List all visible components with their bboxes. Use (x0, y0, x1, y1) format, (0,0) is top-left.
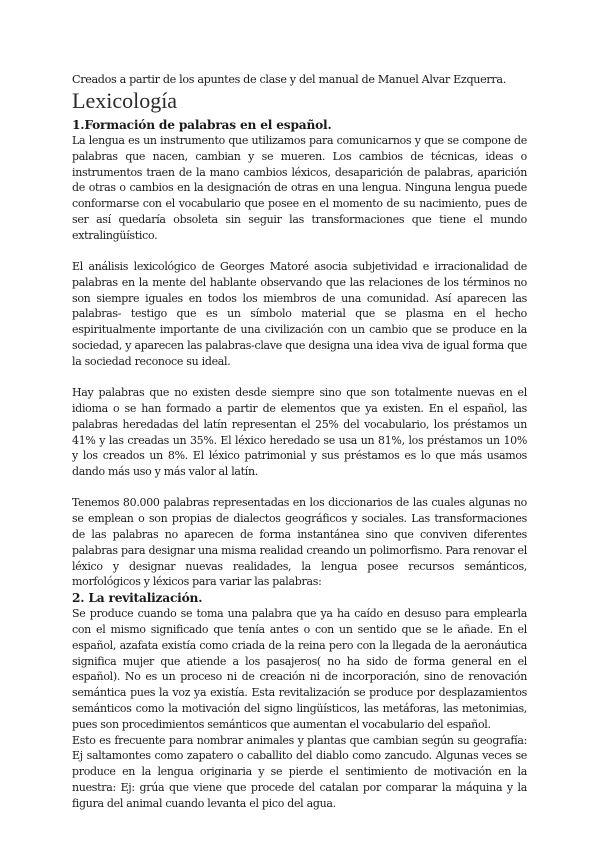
paragraph-gap (72, 370, 527, 386)
section-heading-revitalizacion: 2. La revitalización. (72, 591, 203, 606)
paragraph: Hay palabras que no existen desde siempre sino que son totalmente nuevas en el idioma o se han formado a partir de elementos que ya existen. En el español, las palabras heredadas del latín representan el 25% del vocabulario, los préstamos un 41% y las creadas un 35%. El léxico heredado se usa un 81%, los préstamos un 10% y los creados un 8%. El léxico patrimonial y sus préstamos es lo que más usamos dando más uso y más valor al latín. (72, 386, 527, 479)
document-page (72, 73, 527, 812)
paragraph: Se produce cuando se toma una palabra que ya ha caído en desuso para emplearla con el mismo significado que tenía antes o con un sentido que se le añade. En el español, azafata existía como criada de la reina pero con la llegada de la aeronáutica significa mujer que atiende a los pasajeros( no ha sido de forma general en el español). No es un proceso ni de creación ni de incorporación, sino de renovación semántica pues la voz ya existía. Esta revitalización se produce por desplazamientos semánticos como la motivación del signo lingüísticos, las metáforas, las metonimias, pues son procedimientos semánticos que aumentan el vocabulario del español. (72, 607, 527, 731)
paragraph-gap (72, 244, 527, 260)
intro-line: Creados a partir de los apuntes de clase y del manual de Manuel Alvar Ezquerra. (72, 73, 506, 86)
section-heading-formacion: 1.Formación de palabras en el español. (72, 118, 332, 132)
paragraph: Tenemos 80.000 palabras representadas en los diccionarios de las cuales algunas no se emplean o son propias de dialectos geográficos y sociales. Las transformaciones de las palabras no aparecen de forma instantánea sino que conviven diferentes palabras para designar una misma realidad creando un polimorfismo. Para renovar el léxico y designar nuevas realidades, la lengua posee recursos semánticos, morfológicos y léxicos para variar las palabras: (72, 496, 527, 589)
paragraph-gap (72, 480, 527, 496)
paragraph: El análisis lexicológico de Georges Matoré asocia subjetividad e irracionalidad de palabras en la mente del hablante observando que las relaciones de los términos no son siempre iguales en todos los miembros de una comunidad. Así aparecen las palabras- testigo que es un símbolo material que se plasma en el hecho espiritualmente importante de una civilización con un cambio que se produce en la sociedad, y aparecen las palabras-clave que designa una idea viva de igual forma que la sociedad reconoce su ideal. (72, 260, 527, 368)
paragraph: La lengua es un instrumento que utilizamos para comunicarnos y que se compone de palabras que nacen, cambian y se mueren. Los cambios de técnicas, ideas o instrumentos traen de la mano cambios léxicos, desaparición de palabras, aparición de otras o cambios en la designación de otras en una lengua. Ninguna lengua puede conformarse con el vocabulario que posee en el momento de su nacimiento, pues de ser así quedaría obsoleta sin seguir las transformaciones que tiene el mundo extralingüístico. (72, 134, 527, 242)
page-title: Lexicología (72, 88, 178, 113)
paragraph: Esto es frecuente para nombrar animales y plantas que cambian según su geografía: Ej saltamontes como zapatero o caballito del diablo como zancudo. Algunas veces se produce en la lengua originaria y se pierde el sentimiento de motivación en la nuestra: Ej: grúa que viene que procede del catalan por comparar la máquina y la figura del animal cuando levanta el pico del agua. (72, 733, 527, 810)
